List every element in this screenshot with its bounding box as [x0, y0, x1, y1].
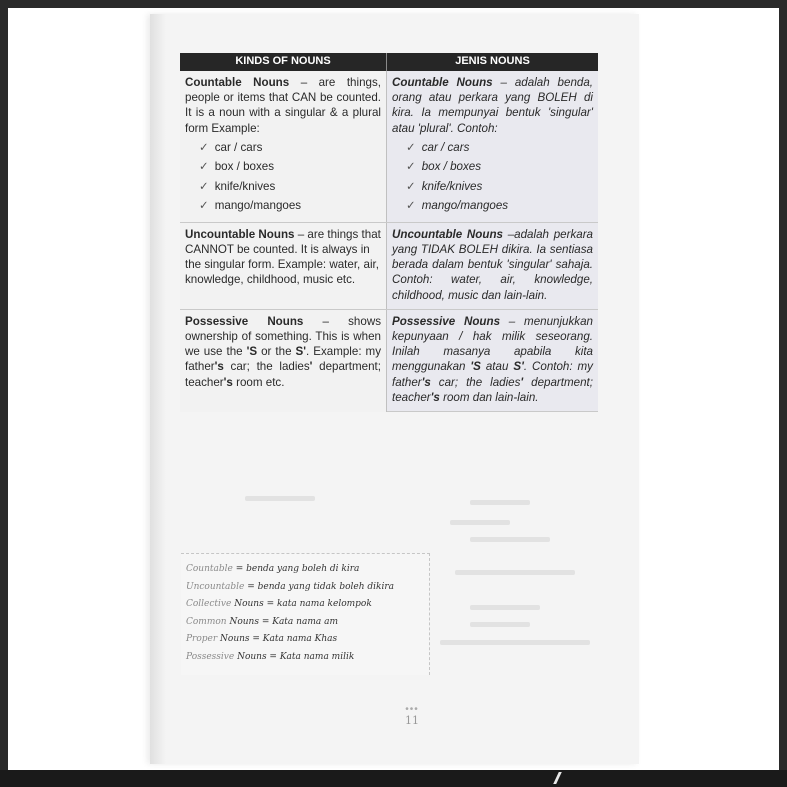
- nouns-table: [180, 53, 598, 412]
- uncountable-definition: – are things that CANNOT be counted. It is always in the singular form. Example: water, air, knowledge, childhood, music etc.: [185, 227, 381, 287]
- table-header-row: [180, 53, 598, 71]
- countable-examples-my: [392, 138, 593, 216]
- show-through: [470, 605, 540, 610]
- countable-term-my: Countable Nouns: [392, 76, 493, 89]
- list-item: ✓ mango/mangoes: [199, 199, 302, 213]
- check-icon: ✓: [406, 179, 416, 193]
- glossary-row: Possessive Nouns = Kata nama milik: [186, 651, 355, 662]
- uncountable-term: Uncountable Nouns: [185, 227, 295, 241]
- uncountable-my-cell: [387, 222, 599, 309]
- page-gutter: [150, 14, 166, 764]
- list-item: ✓ knife/knives: [199, 179, 276, 193]
- countable-my-cell: [387, 71, 599, 222]
- show-through: [450, 520, 510, 525]
- glossary-row: Collective Nouns = kata nama kelompok: [186, 599, 372, 610]
- possessive-term: Possessive Nouns: [185, 314, 304, 328]
- list-item: ✓ car / cars: [199, 140, 263, 154]
- possessive-my-cell: Possessive Nouns – menunjukkan kepunyaan / hak milik seseorang. Inilah masanya apabila kita menggunakan 'S atau S'. Contoh: my father's car; the ladies' department; teacher's room dan lain-lain.: [387, 309, 599, 411]
- list-item: ✓ mango/mangoes: [406, 199, 509, 213]
- possessive-term-my: Possessive Nouns: [392, 314, 501, 328]
- show-through: [455, 570, 575, 575]
- possessive-en-cell: Possessive Nouns – shows ownership of something. This is when we use the 'S or the S'. Example: my father's car; the ladies' department; teacher's room etc.: [180, 309, 387, 411]
- glossary-box: [181, 553, 430, 675]
- show-through: [470, 622, 530, 627]
- list-item: ✓ knife/knives: [406, 179, 483, 193]
- countable-definition: – are things, people or items that CAN be counted. It is a noun with a singular & a plural form Example:: [185, 76, 381, 135]
- table-row: [180, 222, 598, 309]
- countable-definition-my: – adalah benda, orang atau perkara yang BOLEH di kira. Ia mempunyai bentuk 'singular' atau 'plural'. Contoh:: [392, 76, 594, 135]
- check-icon: ✓: [199, 199, 209, 213]
- uncountable-en-cell: [180, 222, 387, 309]
- countable-term: Countable Nouns: [185, 76, 290, 89]
- uncountable-definition-my: –adalah perkara yang TIDAK BOLEH dikira. Ia sentiasa berada dalam bentuk 'singular' sahaja. Contoh: water, air, knowledge, childhood, music dan lain-lain.: [392, 227, 594, 302]
- check-icon: ✓: [199, 140, 209, 154]
- show-through: [440, 640, 590, 645]
- glossary-row: Countable = benda yang boleh di kira: [186, 564, 360, 574]
- glossary-row: Proper Nouns = Kata nama Khas: [186, 634, 338, 645]
- check-icon: ✓: [406, 160, 416, 174]
- list-item: ✓ box / boxes: [406, 160, 482, 174]
- show-through: [470, 500, 530, 505]
- table-row: [180, 71, 598, 222]
- check-icon: ✓: [406, 199, 416, 213]
- show-through: [470, 537, 550, 542]
- check-icon: ✓: [406, 140, 416, 154]
- glossary-row: Common Nouns = Kata nama am: [186, 616, 338, 627]
- header-jenis-nouns: JENIS NOUNS: [387, 53, 599, 71]
- list-item: ✓ car / cars: [406, 140, 470, 154]
- page-number: 11: [405, 714, 419, 727]
- table-row: [180, 309, 598, 411]
- uncountable-term-my: Uncountable Nouns: [392, 227, 503, 241]
- check-icon: ✓: [199, 179, 209, 193]
- page-ornament: •••: [405, 704, 419, 715]
- countable-examples: [185, 138, 381, 216]
- list-item: ✓ box / boxes: [199, 160, 275, 174]
- glossary-row: Uncountable = benda yang tidak boleh dikira: [186, 581, 395, 592]
- check-icon: ✓: [199, 160, 209, 174]
- countable-en-cell: [180, 71, 387, 222]
- header-kinds-of-nouns: KINDS OF NOUNS: [180, 53, 387, 71]
- bottom-strip: [0, 770, 787, 787]
- show-through: [245, 496, 315, 501]
